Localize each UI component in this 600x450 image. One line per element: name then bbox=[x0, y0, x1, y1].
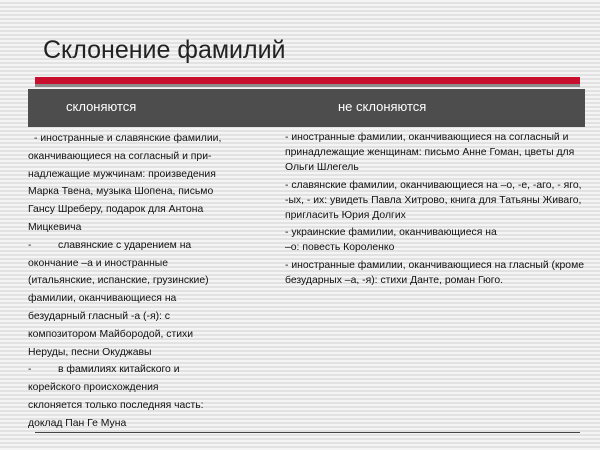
not-declined-column bbox=[285, 130, 585, 290]
right-line: пригласить Юрия Долгих bbox=[285, 210, 406, 222]
right-line: - украинские фамилии, оканчивающиеся на bbox=[285, 227, 497, 239]
dash-bullet: - bbox=[28, 364, 32, 376]
left-bullet-line bbox=[28, 237, 278, 255]
left-line: корейского происхождения bbox=[28, 382, 159, 394]
title-underline-red bbox=[35, 77, 580, 84]
rule-paragraph bbox=[285, 225, 585, 255]
left-line: надлежащие мужчинам: произведения bbox=[28, 168, 216, 180]
right-line: - иностранные фамилии, оканчивающиеся на согласный и bbox=[285, 132, 569, 143]
header-not-declined: не склоняются bbox=[338, 99, 427, 114]
table-header bbox=[28, 89, 585, 127]
dash-bullet: - bbox=[28, 239, 32, 251]
title-underline-gray bbox=[35, 84, 580, 87]
right-line: –о: повесть Короленко bbox=[285, 242, 395, 254]
right-line: принадлежащие женщинам: письмо Анне Гоман, цветы для bbox=[285, 147, 575, 159]
rule-paragraph bbox=[285, 178, 585, 224]
left-line: - иностранные и славянские фамилии, bbox=[34, 133, 222, 144]
right-line: -ых, - их: увидеть Павла Хитрово, книга для Татьяны Живаго, bbox=[285, 194, 582, 206]
rule-paragraph bbox=[285, 258, 585, 288]
declined-column bbox=[28, 130, 278, 433]
left-line: безударный гласный -а (-я): с bbox=[28, 310, 170, 322]
right-line: - славянские фамилии, оканчивающиеся на –о, -е, -аго, - яго, bbox=[285, 179, 582, 191]
right-line: - иностранные фамилии, оканчивающиеся на гласный (кроме bbox=[285, 259, 584, 271]
rule-paragraph bbox=[285, 130, 585, 176]
left-bullet-line bbox=[28, 361, 278, 379]
left-line: склоняется только последняя часть: bbox=[28, 399, 204, 411]
left-line: фамилии, оканчивающиеся на bbox=[28, 293, 177, 305]
left-line: Неруды, песни Окуджавы bbox=[28, 346, 152, 358]
left-line: композитором Майбородой, стихи bbox=[28, 328, 194, 340]
left-line: Гансу Шреберу, подарок для Антона bbox=[28, 204, 204, 216]
right-line: Ольги Шлегель bbox=[285, 162, 359, 174]
left-line: в фамилиях китайского и bbox=[58, 364, 180, 376]
left-line: окончание –а и иностранные bbox=[28, 257, 169, 269]
left-line: доклад Пан Ге Муна bbox=[28, 417, 127, 429]
left-line: Марка Твена, музыка Шопена, письмо bbox=[28, 186, 214, 198]
left-line: Мицкевича bbox=[28, 221, 82, 233]
left-line: оканчивающиеся на согласный и при- bbox=[28, 150, 212, 162]
right-line: безударных –а, -я): стихи Данте, роман Гюго. bbox=[285, 274, 504, 286]
slide-title: Склонение фамилий bbox=[43, 36, 286, 64]
left-line: славянские с ударением на bbox=[58, 239, 192, 251]
header-declined: склоняются bbox=[66, 99, 137, 114]
left-line: (итальянские, испанские, грузинские) bbox=[28, 275, 209, 287]
table-bottom-border bbox=[35, 432, 580, 433]
